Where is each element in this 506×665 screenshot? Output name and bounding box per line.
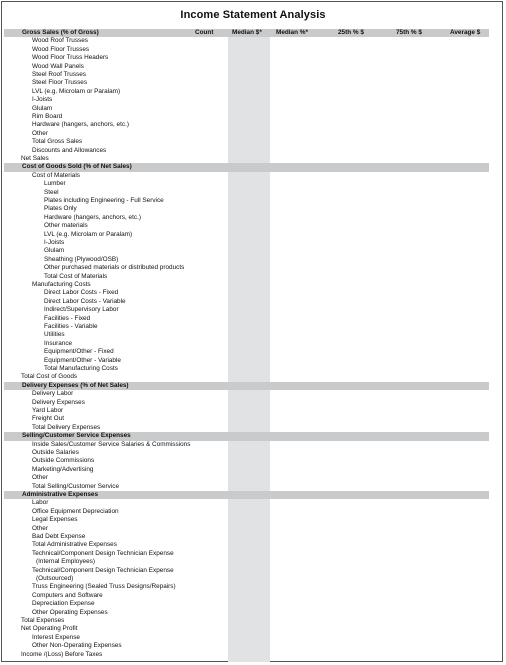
line-item-row bbox=[2, 533, 504, 541]
line-item-label: Hardware (hangers, anchors, etc.) bbox=[32, 121, 129, 129]
line-item-label: Wood Roof Trusses bbox=[32, 37, 89, 45]
line-item-row bbox=[2, 424, 504, 432]
line-item-label: Lumber bbox=[44, 180, 66, 188]
section-header-label: Administrative Expenses bbox=[22, 491, 99, 498]
line-item-row bbox=[2, 457, 504, 465]
line-item-label: Labor bbox=[32, 499, 49, 507]
line-item-row bbox=[2, 88, 504, 96]
line-item-label: Steel Floor Trusses bbox=[32, 79, 88, 87]
line-item-row bbox=[2, 407, 504, 415]
line-item-label: (Internal Employees) bbox=[36, 558, 95, 566]
line-item-label: Steel Roof Trusses bbox=[32, 71, 86, 78]
line-item-row bbox=[2, 281, 504, 289]
line-item-label: Total Selling/Customer Service bbox=[32, 482, 120, 490]
line-item-label: Direct Labor Costs - Variable bbox=[44, 297, 126, 305]
line-item-row bbox=[2, 508, 504, 516]
line-item-row bbox=[2, 642, 504, 650]
line-item-row bbox=[2, 239, 504, 247]
line-item-label: I-Joists bbox=[44, 239, 65, 246]
line-item-label: Hardware (hangers, anchors, etc.) bbox=[44, 213, 141, 221]
line-item-label: Depreciation Expense bbox=[32, 600, 95, 608]
line-item-label: Technical/Component Design Technician Expense bbox=[32, 566, 174, 574]
line-item-label: Legal Expenses bbox=[32, 516, 78, 524]
line-item-label: Other bbox=[32, 474, 48, 482]
section-header-row bbox=[4, 382, 489, 390]
line-item-row bbox=[2, 600, 504, 608]
line-item-row bbox=[2, 214, 504, 222]
column-header: Median %* bbox=[276, 29, 308, 36]
line-item-label: Glulam bbox=[32, 104, 53, 112]
line-item-label: I-Joists bbox=[32, 96, 53, 104]
line-item-label: Bad Debt Expense bbox=[32, 533, 86, 540]
line-item-row bbox=[2, 205, 504, 213]
line-item-label: Total Delivery Expenses bbox=[32, 423, 101, 431]
line-item-row bbox=[2, 348, 504, 356]
line-item-label: Wood Floor Trusses bbox=[32, 45, 90, 53]
line-item-label: LVL (e.g. Microlam or Paralam) bbox=[32, 87, 121, 95]
line-item-row bbox=[2, 583, 504, 591]
line-item-row bbox=[2, 441, 504, 449]
line-item-label: Inside Sales/Customer Service Salaries & Commissions bbox=[32, 440, 191, 448]
line-item-label: Total Cost of Goods bbox=[21, 373, 78, 381]
line-item-label: Equipment/Other - Fixed bbox=[44, 348, 114, 356]
line-item-label: Equipment/Other - Variable bbox=[44, 356, 121, 364]
line-item-row bbox=[2, 390, 504, 398]
line-item-row bbox=[2, 121, 504, 129]
column-header: 75th % $ bbox=[396, 29, 422, 36]
line-item-label: Plates Only bbox=[44, 205, 77, 213]
line-item-label: Total Manufacturing Costs bbox=[44, 365, 118, 372]
line-item-row bbox=[2, 525, 504, 533]
line-item-row bbox=[2, 499, 504, 507]
line-item-label: Yard Labor bbox=[32, 407, 64, 414]
line-item-row bbox=[2, 96, 504, 104]
line-item-label: Office Equipment Depreciation bbox=[32, 507, 119, 515]
line-item-label: LVL (e.g. Microlam or Paralam) bbox=[44, 230, 133, 238]
section-header-label: Cost of Goods Sold (% of Net Sales) bbox=[22, 163, 132, 171]
line-item-row bbox=[2, 189, 504, 197]
line-item-label: Interest Expense bbox=[32, 633, 80, 641]
line-item-row bbox=[2, 247, 504, 255]
line-item-label: Income /(Loss) Before Taxes bbox=[21, 650, 103, 658]
line-item-row bbox=[2, 365, 504, 373]
line-item-row bbox=[2, 231, 504, 239]
line-item-row bbox=[2, 483, 504, 491]
line-item-row bbox=[2, 373, 504, 381]
line-item-row bbox=[2, 415, 504, 423]
line-item-row bbox=[2, 71, 504, 79]
line-item-row bbox=[2, 264, 504, 272]
column-header: 25th % $ bbox=[338, 29, 364, 36]
line-item-label: Facilities - Fixed bbox=[44, 314, 91, 322]
section-header-row bbox=[4, 163, 489, 171]
income-statement-sheet bbox=[1, 1, 503, 662]
line-item-label: Utilities bbox=[44, 331, 65, 339]
line-item-label: Outside Commissions bbox=[32, 457, 95, 465]
line-item-label: Rim Board bbox=[32, 113, 63, 120]
column-header: Average $ bbox=[450, 29, 481, 36]
line-item-label: Other bbox=[32, 129, 48, 137]
line-item-row bbox=[2, 130, 504, 138]
line-item-row bbox=[2, 147, 504, 155]
line-item-row bbox=[2, 331, 504, 339]
line-item-row bbox=[2, 651, 504, 659]
line-item-row bbox=[2, 541, 504, 549]
line-item-label: Sheathing (Plywood/OSB) bbox=[44, 255, 119, 263]
line-item-row bbox=[2, 550, 504, 558]
line-item-row bbox=[2, 567, 504, 575]
line-item-label: Other purchased materials or distributed products bbox=[44, 264, 185, 272]
line-item-label: Steel bbox=[44, 188, 59, 196]
line-item-label: Other Operating Expenses bbox=[32, 608, 108, 616]
line-item-row bbox=[2, 466, 504, 474]
line-item-label: Facilities - Variable bbox=[44, 323, 98, 330]
line-item-label: (Outsourced) bbox=[36, 575, 74, 582]
line-item-label: Discounts and Allowances bbox=[32, 146, 107, 154]
line-item-row bbox=[2, 399, 504, 407]
line-item-row bbox=[2, 516, 504, 524]
line-item-row bbox=[2, 315, 504, 323]
line-item-row bbox=[2, 172, 504, 180]
line-item-label: Wood Wall Panels bbox=[32, 62, 84, 70]
line-item-label: Total Cost of Materials bbox=[44, 272, 108, 280]
line-item-label: Outside Salaries bbox=[32, 449, 79, 456]
section-header-label: Gross Sales (% of Gross) bbox=[22, 29, 99, 36]
line-item-row bbox=[2, 298, 504, 306]
line-item-row bbox=[2, 46, 504, 54]
line-item-label: Total Expenses bbox=[21, 617, 65, 624]
line-item-row bbox=[2, 474, 504, 482]
line-item-row bbox=[2, 634, 504, 642]
line-item-row bbox=[2, 323, 504, 331]
line-item-label: Technical/Component Design Technician Expense bbox=[32, 549, 174, 557]
line-item-label: Delivery Expenses bbox=[32, 398, 85, 406]
column-header: Count bbox=[195, 29, 214, 36]
line-item-label: Cost of Materials bbox=[32, 171, 80, 179]
line-item-label: Total Administrative Expenses bbox=[32, 541, 117, 549]
section-header-label: Selling/Customer Service Expenses bbox=[22, 432, 131, 440]
line-item-row bbox=[2, 558, 504, 566]
line-item-row bbox=[2, 340, 504, 348]
line-item-row bbox=[2, 63, 504, 71]
line-item-label: Insurance bbox=[44, 339, 73, 347]
section-header-row bbox=[4, 29, 489, 37]
line-item-row bbox=[2, 79, 504, 87]
line-item-label: Total Gross Sales bbox=[32, 138, 83, 146]
line-item-label: Delivery Labor bbox=[32, 390, 74, 398]
line-item-label: Other Non-Operating Expenses bbox=[32, 642, 122, 650]
line-item-row bbox=[2, 105, 504, 113]
line-item-label: Freight Out bbox=[32, 415, 64, 423]
line-item-label: Indirect/Supervisory Labor bbox=[44, 306, 119, 314]
line-item-label: Plates including Engineering - Full Service bbox=[44, 197, 164, 204]
line-item-row bbox=[2, 155, 504, 163]
line-item-row bbox=[2, 197, 504, 205]
line-item-label: Wood Floor Truss Headers bbox=[32, 54, 109, 62]
line-item-row bbox=[2, 113, 504, 121]
section-header-row bbox=[4, 432, 489, 440]
line-item-row bbox=[2, 180, 504, 188]
line-item-row bbox=[2, 592, 504, 600]
line-item-row bbox=[2, 289, 504, 297]
column-header: Median $* bbox=[232, 29, 262, 36]
line-item-row bbox=[2, 54, 504, 62]
line-item-row bbox=[2, 449, 504, 457]
line-item-row bbox=[2, 609, 504, 617]
line-item-label: Other bbox=[32, 524, 48, 532]
line-item-label: Computers and Software bbox=[32, 591, 103, 599]
line-item-label: Net Operating Profit bbox=[21, 625, 78, 633]
line-item-label: Direct Labor Costs - Fixed bbox=[44, 289, 119, 297]
line-item-row bbox=[2, 273, 504, 281]
line-item-row bbox=[2, 575, 504, 583]
line-item-row bbox=[2, 357, 504, 365]
page-title: Income Statement Analysis bbox=[180, 9, 326, 21]
line-item-row bbox=[2, 138, 504, 146]
line-item-row bbox=[2, 37, 504, 45]
line-item-label: Truss Engineering (Sealed Truss Designs/Repairs) bbox=[32, 583, 176, 591]
line-item-row bbox=[2, 625, 504, 633]
section-header-label: Delivery Expenses (% of Net Sales) bbox=[22, 381, 129, 389]
line-item-row bbox=[2, 256, 504, 264]
line-item-row bbox=[2, 222, 504, 230]
line-item-row bbox=[2, 617, 504, 625]
line-item-row bbox=[2, 306, 504, 314]
section-header-row bbox=[4, 491, 489, 499]
line-item-label: Other materials bbox=[44, 222, 88, 230]
line-item-label: Marketing/Advertising bbox=[32, 465, 94, 473]
line-item-label: Glulam bbox=[44, 247, 65, 255]
line-item-label: Manufacturing Costs bbox=[32, 281, 91, 288]
line-item-label: Net Sales bbox=[21, 155, 49, 162]
